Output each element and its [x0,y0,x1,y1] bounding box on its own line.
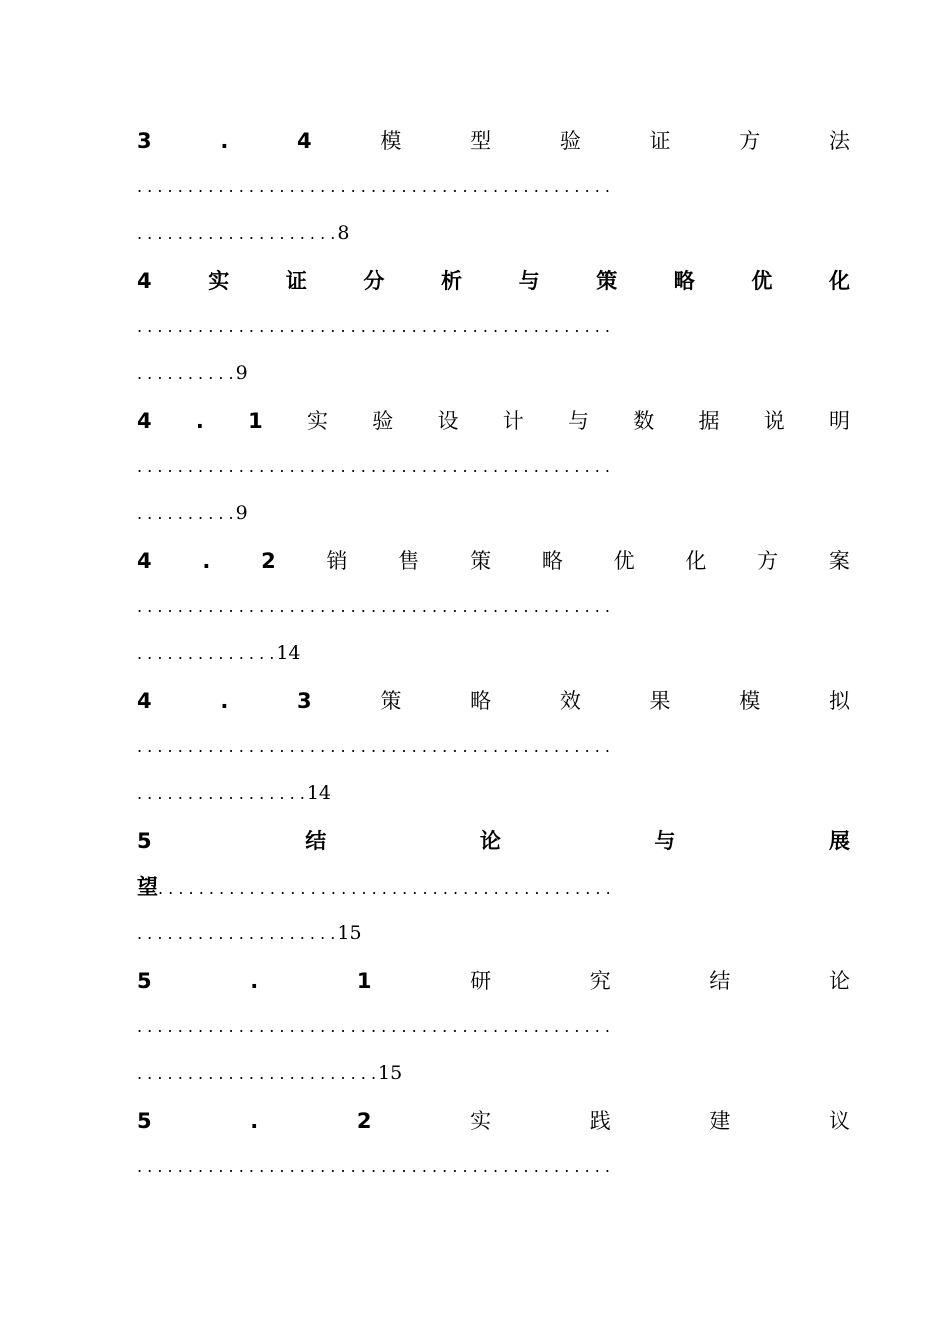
title-char: 2 [261,549,276,573]
title-char: 论 [828,969,850,993]
title-char: 效 [559,689,581,713]
title-char: 证 [285,269,307,293]
dot-leader: . . . . . . . . . . . . . . . . . . . . . . . . . . . . . . . . . . . . . . . . . . . . . . . [137,457,610,476]
toc-page [137,118,850,1192]
title-char: 5 [137,1109,152,1133]
dot-leader: . . . . . . . . . . . . . . . . . . . . . . . . . . . . . . . . . . . . . . . . . . . . . . . [137,1157,610,1176]
title-char: 据 [698,409,720,433]
title-char: 5 [137,829,152,853]
title-char: 果 [649,689,671,713]
title-char: 分 [363,269,385,293]
title-char: 究 [589,969,611,993]
title-char: 方 [739,129,761,153]
title-char: 型 [470,129,492,153]
title-char: 略 [470,689,492,713]
title-char: 践 [589,1109,611,1133]
title-char: 析 [441,269,462,293]
section-title [137,1098,850,1144]
title-char: 设 [437,409,459,433]
title-char: 策 [470,549,492,573]
page-number: 9 [235,362,248,384]
title-char: 售 [398,549,420,573]
dot-leader-with-page: . . . . . . . . . . . . . . 14 [137,642,301,664]
title-char: 计 [502,409,524,433]
title-char: 与 [518,269,540,293]
title-char: 论 [479,829,501,853]
title-char: 4 [137,549,152,573]
page-number: 8 [337,222,350,244]
page-number: 14 [276,642,301,664]
title-char: 化 [685,549,707,573]
title-char: 验 [372,409,394,433]
title-char: 数 [633,409,655,433]
title-char: 1 [248,409,263,433]
dot-leader-with-page: . . . . . . . . . . . . . . . . . 14 [137,782,332,804]
title-char: 与 [567,409,589,433]
title-char: 拟 [828,689,850,713]
dot-leader: 望. . . . . . . . . . . . . . . . . . . . . . . . . . . . . . . . . . . . . . . . . . . . . [137,875,611,899]
title-char: 实 [470,1109,492,1133]
title-char: . [202,549,211,573]
title-char: 议 [828,1109,850,1133]
title-char: 方 [757,549,779,573]
chapter-title [137,258,850,304]
section-title [137,398,850,444]
page-number: 15 [337,922,362,944]
title-char: 3 [137,129,152,153]
title-char: 3 [297,689,312,713]
title-char: 销 [326,549,348,573]
title-char: 策 [380,689,402,713]
title-char: 展 [829,829,850,853]
page-number: 9 [235,502,248,524]
title-char: 实 [208,269,230,293]
title-char: 化 [828,269,850,293]
title-char: 证 [649,129,671,153]
title-char: 2 [356,1109,372,1133]
dot-leader: . . . . . . . . . . . . . . . . . . . . . . . . . . . . . . . . . . . . . . . . . . . . . . . [137,737,610,756]
dot-leader: . . . . . . . . . . . . . . . . . . . . . . . . . . . . . . . . . . . . . . . . . . . . . . . [137,597,610,616]
title-char: 1 [356,969,372,993]
title-char: 4 [137,269,152,293]
title-char: 5 [137,969,152,993]
title-char: 模 [739,689,761,713]
page-number: 15 [378,1062,403,1084]
title-char: 4 [297,129,312,153]
title-char: 略 [673,269,695,293]
title-char: 建 [709,1109,731,1133]
title-char: . [195,409,204,433]
title-char: . [220,689,229,713]
title-char: 结 [709,969,731,993]
title-char: 与 [654,829,676,853]
title-char: 案 [828,549,850,573]
toc-entry[interactable] [137,1098,850,1190]
toc-entry[interactable] [137,818,850,956]
dot-leader-with-page: . . . . . . . . . . . . . . . . . . . . 8 [137,222,350,244]
title-wrap-char: 望 [137,875,158,899]
title-char: 略 [541,549,563,573]
title-char: . [250,969,259,993]
title-char: 优 [613,549,635,573]
dot-leader: . . . . . . . . . . . . . . . . . . . . . . . . . . . . . . . . . . . . . . . . . . . . . . . [137,317,610,336]
dot-leader-with-page: . . . . . . . . . . . . . . . . . . . . 15 [137,922,362,944]
title-char: 实 [306,409,328,433]
chapter-title [137,818,850,864]
title-char: 明 [828,409,850,433]
toc-entry[interactable] [137,398,850,536]
toc-entry[interactable] [137,538,850,676]
title-char: 说 [763,409,785,433]
dot-leader-with-page: . . . . . . . . . . 9 [137,362,248,384]
title-char: . [220,129,229,153]
section-title [137,118,850,164]
toc-entry[interactable] [137,258,850,396]
title-char: . [250,1109,259,1133]
section-title [137,678,850,724]
dot-leader: . . . . . . . . . . . . . . . . . . . . . . . . . . . . . . . . . . . . . . . . . . . . . . . [137,177,610,196]
title-char: 模 [380,129,402,153]
title-char: 法 [828,129,850,153]
section-title [137,538,850,584]
title-char: 研 [470,969,492,993]
toc-entry[interactable] [137,678,850,816]
title-char: 策 [596,269,618,293]
section-title [137,958,850,1004]
title-char: 验 [559,129,581,153]
page-number: 14 [306,782,332,804]
toc-entry[interactable] [137,118,850,256]
toc-entry[interactable] [137,958,850,1096]
dot-leader-with-page: . . . . . . . . . . 9 [137,502,248,524]
title-char: 4 [137,409,152,433]
dot-leader: . . . . . . . . . . . . . . . . . . . . . . . . . . . . . . . . . . . . . . . . . . . . . . . [137,1017,610,1036]
title-char: 优 [751,269,773,293]
title-char: 4 [137,689,152,713]
title-char: 结 [305,829,327,853]
dot-leader-with-page: . . . . . . . . . . . . . . . . . . . . . . . . 15 [137,1062,403,1084]
